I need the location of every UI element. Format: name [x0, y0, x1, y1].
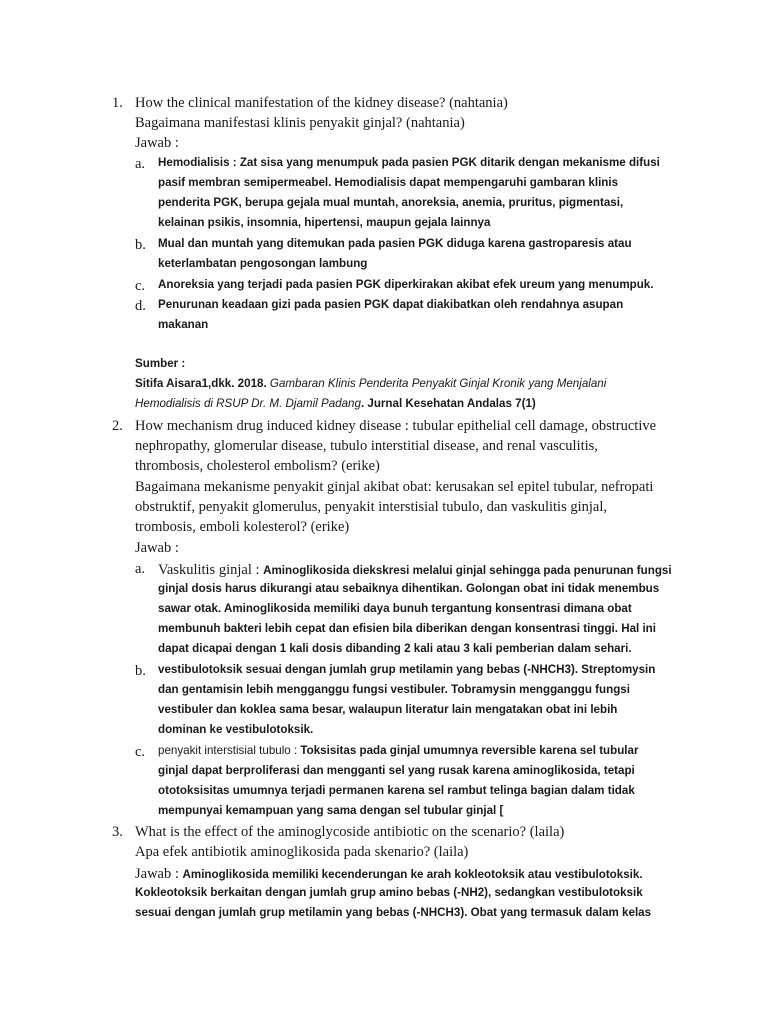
q2-question-id-line: trombosis, emboli kolesterol? (erike) — [135, 519, 350, 535]
source-title-cont: Hemodialisis di RSUP Dr. M. Djamil Padang — [135, 397, 361, 410]
q1-question-en: How the clinical manifestation of the kidney disease? (nahtania) — [135, 95, 508, 111]
source-citation-line-2 — [135, 398, 536, 410]
q1-item-b-marker: b. — [135, 237, 146, 253]
q1-item-a-line: Hemodialisis : Zat sisa yang menumpuk pada pasien PGK ditarik dengan mekanisme difusi — [158, 156, 660, 169]
q1-item-a-line: pasif membran semipermeabel. Hemodialisis dapat mempengaruhi gambaran klinis — [158, 176, 619, 189]
q2-jawab-label: Jawab : — [135, 540, 179, 556]
q1-item-b-line: Mual dan muntah yang ditemukan pada pasien PGK diduga karena gastroparesis atau — [158, 237, 632, 250]
q2-item-b-line: vestibulotoksik sesuai dengan jumlah grup metilamin yang bebas (-NHCH3). Streptomysin — [158, 663, 656, 676]
q1-item-d-marker: d. — [135, 298, 146, 314]
q2-item-a-marker: a. — [135, 561, 146, 577]
q3-answer-line: Kokleotoksik berkaitan dengan jumlah grup amino bebas (-NH2), sedangkan vestibulotoksik — [135, 886, 643, 899]
q1-item-a-line: kelainan psikis, insomnia, hipertensi, maupun gejala lainnya — [158, 216, 491, 229]
q2-item-a-text: Aminoglikosida diekskresi melalui ginjal sehingga pada penurunan fungsi — [263, 564, 672, 577]
q3-answer-line: sesuai dengan jumlah grup metilamin yang bebas (-NHCH3). Obat yang termasuk dalam kelas — [135, 906, 652, 919]
q1-jawab-label: Jawab : — [135, 135, 179, 151]
q1-number: 1. — [112, 95, 123, 111]
q2-item-a-prefix: Vaskulitis ginjal : — [158, 562, 264, 578]
q3-question-id: Apa efek antibiotik aminoglikosida pada skenario? (laila) — [135, 844, 469, 860]
source-citation-line-1 — [135, 378, 606, 390]
q1-item-b-line: keterlambatan pengosongan lambung — [158, 257, 368, 270]
q2-item-c-line: ototoksisitas umumnya terjadi permanen karena sel rambut telinga bagian dalam tidak — [158, 784, 635, 797]
q2-item-a-line: ginjal dosis harus dikurangi atau sebaiknya dihentikan. Golongan obat ini tidak menembus — [158, 582, 660, 595]
q2-item-a-line: sawar otak. Aminoglikosida memiliki daya bunuh tergantung konsentrasi dimana obat — [158, 602, 632, 615]
q2-question-en-line: nephropathy, glomerular disease, tubulo interstitial disease, and renal vasculitis, — [135, 438, 598, 454]
source-title: Gambaran Klinis Penderita Penyakit Ginjal Kronik yang Menjalani — [269, 377, 607, 390]
q2-item-c-line: mempunyai kemampuan yang sama dengan sel tubular ginjal [ — [158, 804, 504, 817]
q2-item-c-marker: c. — [135, 744, 146, 760]
q2-question-en-line: How mechanism drug induced kidney disease : tubular epithelial cell damage, obstructive — [135, 418, 657, 434]
q3-number: 3. — [112, 824, 123, 840]
q2-item-a-first-line — [158, 562, 672, 578]
q3-jawab-label: Jawab : — [135, 866, 183, 882]
q1-item-d-line: makanan — [158, 318, 209, 331]
q2-item-a-line: dapat dicapai dengan 1 kali dosis dibanding 2 kali atau 3 kali pemberian dalam sehari. — [158, 642, 632, 655]
q1-item-a-line: penderita PGK, berupa gejala mual muntah, anoreksia, anemia, pruritus, pigmentasi, — [158, 196, 624, 209]
source-journal: . Jurnal Kesehatan Andalas 7(1) — [360, 397, 536, 410]
source-author: Sitifa Aisara1,dkk. 2018. — [135, 377, 270, 390]
q2-question-id-line: Bagaimana mekanisme penyakit ginjal akibat obat: kerusakan sel epitel tubular, nefropati — [135, 479, 654, 495]
q3-question-en: What is the effect of the aminoglycoside antibiotic on the scenario? (laila) — [135, 824, 565, 840]
q2-item-b-marker: b. — [135, 663, 146, 679]
q2-item-b-line: vestibuler dan koklea sama besar, walaupun literatur lain mengatakan obat ini lebih — [158, 703, 618, 716]
q2-question-en-line: thrombosis, cholesterol embolism? (erike) — [135, 458, 380, 474]
q2-item-b-line: dominan ke vestibulotoksik. — [158, 723, 314, 736]
q2-item-c-text: Toksisitas pada ginjal umumnya reversible karena sel tubular — [300, 744, 639, 757]
q2-item-c-first-line — [158, 745, 639, 757]
q2-item-b-line: dan gentamisin lebih mengganggu fungsi vestibuler. Tobramysin mengganggu fungsi — [158, 683, 630, 696]
q3-answer-text: Aminoglikosida memiliki kecenderungan ke arah kokleotoksik atau vestibulotoksik. — [182, 868, 643, 881]
q1-item-c-line: Anoreksia yang terjadi pada pasien PGK diperkirakan akibat efek ureum yang menumpuk. — [158, 278, 654, 291]
q3-answer-first-line — [135, 866, 643, 882]
q2-item-c-line: ginjal dapat berproliferasi dan mengganti sel yang rusak karena aminoglikosida, tetapi — [158, 764, 635, 777]
q2-item-a-line: membunuh bakteri lebih cepat dan efisien bila diberikan dengan konsentrasi tinggi. Hal ini — [158, 622, 656, 635]
q2-item-c-prefix: penyakit interstisial tubulo : — [158, 744, 301, 757]
q1-question-id: Bagaimana manifestasi klinis penyakit ginjal? (nahtania) — [135, 115, 465, 131]
q1-item-c-marker: c. — [135, 278, 146, 294]
q1-item-d-line: Penurunan keadaan gizi pada pasien PGK dapat diakibatkan oleh rendahnya asupan — [158, 298, 624, 311]
source-label: Sumber : — [135, 357, 186, 370]
q2-question-id-line: obstruktif, penyakit glomerulus, penyakit interstisial tubulo, dan vaskulitis ginjal, — [135, 499, 607, 515]
q1-item-a-marker: a. — [135, 156, 146, 172]
q2-number: 2. — [112, 418, 123, 434]
